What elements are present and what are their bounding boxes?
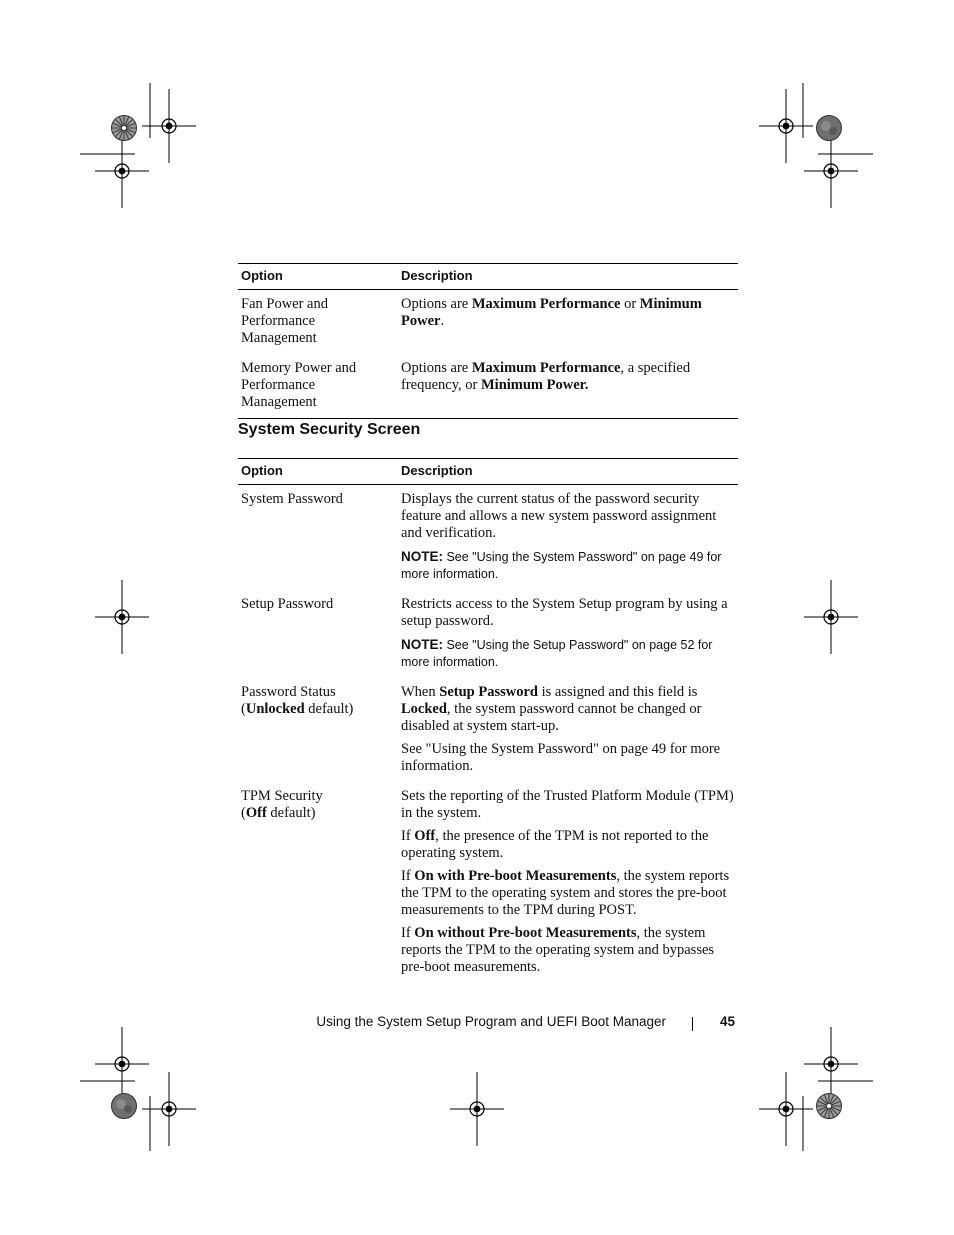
- bold-term: Maximum Performance: [471, 360, 621, 376]
- bold-term: On without Pre-boot Measurements: [414, 925, 637, 941]
- text-run: , the system password cannot be changed or disabled at system start-up.: [401, 701, 702, 734]
- option-cell: [238, 485, 398, 591]
- option-line: Fan Power and: [241, 296, 328, 312]
- option-cell: [238, 290, 398, 355]
- text-run: , the system reports the TPM to the operating system and bypasses pre-boot measurements.: [401, 925, 715, 975]
- description-paragraph: [401, 491, 735, 542]
- option-cell: [238, 678, 398, 782]
- bold-term: Locked: [401, 701, 447, 717]
- column-header-option: Option: [238, 459, 398, 485]
- page-number: 45: [720, 1014, 736, 1029]
- description-paragraph: [401, 788, 735, 822]
- table-row: [238, 485, 738, 591]
- option-cell: [238, 590, 398, 678]
- description-paragraph: [401, 925, 735, 976]
- table-row: [238, 678, 738, 782]
- option-cell: [238, 354, 398, 419]
- option-line: Performance: [241, 313, 316, 329]
- description-paragraph: [401, 741, 735, 775]
- text-run: (: [241, 805, 246, 821]
- text-run: , the presence of the TPM is not reported to the operating system.: [401, 828, 709, 861]
- bold-term: Unlocked: [245, 701, 305, 717]
- description-paragraph: [401, 684, 735, 735]
- text-run: Setup Password: [241, 596, 334, 612]
- power-options-table: [238, 263, 738, 419]
- description-cell: [398, 290, 738, 355]
- table-row: [238, 782, 738, 983]
- bold-term: Off: [245, 805, 267, 821]
- description-paragraph: [401, 296, 735, 330]
- column-header-description: Description: [398, 459, 738, 485]
- bold-term: Minimum Power.: [480, 377, 589, 393]
- bold-term: On with Pre-boot Measurements: [414, 868, 617, 884]
- description-cell: [398, 354, 738, 419]
- bold-term: Minimum Power: [401, 296, 702, 329]
- text-run: TPM Security: [241, 788, 323, 804]
- table-row: [238, 290, 738, 355]
- text-run: Restricts access to the System Setup program by using a setup password.: [401, 596, 728, 629]
- text-run: or: [620, 296, 640, 312]
- text-run: Options are: [401, 360, 472, 376]
- note-label: NOTE:: [401, 549, 443, 564]
- bold-term: Maximum Performance: [471, 296, 621, 312]
- description-cell: [398, 590, 738, 678]
- note: [401, 636, 735, 671]
- text-run: .: [440, 313, 445, 329]
- note: [401, 548, 735, 583]
- text-run: Displays the current status of the password security feature and allows a new system password assignment and verification.: [401, 491, 717, 541]
- description-cell: [398, 485, 738, 591]
- column-header-description: Description: [398, 264, 738, 290]
- text-run: , the system reports the TPM to the operating system and stores the pre-boot measurements to the TPM during POST.: [401, 868, 730, 918]
- text-run: is assigned and this field is: [537, 684, 698, 700]
- option-line: Memory Power and: [241, 360, 357, 376]
- text-run: If: [401, 868, 415, 884]
- note-label: NOTE:: [401, 637, 443, 652]
- text-run: When: [401, 684, 440, 700]
- text-run: (: [241, 701, 246, 717]
- text-run: default): [304, 701, 354, 717]
- option-line: [241, 788, 395, 805]
- option-line: [241, 684, 395, 701]
- table-row: [238, 354, 738, 419]
- description-paragraph: [401, 360, 735, 394]
- description-paragraph: [401, 596, 735, 630]
- security-options-table: [238, 458, 738, 983]
- text-run: Password Status: [241, 684, 336, 700]
- text-run: , a specified frequency, or: [401, 360, 691, 393]
- bold-term: Off: [414, 828, 436, 844]
- footer-divider: [692, 1017, 693, 1031]
- table-row: [238, 590, 738, 678]
- option-line: [241, 596, 395, 613]
- text-run: Sets the reporting of the Trusted Platform Module (TPM) in the system.: [401, 788, 734, 821]
- option-line: [241, 491, 395, 508]
- column-header-option: Option: [238, 264, 398, 290]
- description-cell: [398, 782, 738, 983]
- note-text: See "Using the Setup Password" on page 52 for more information.: [401, 638, 713, 669]
- text-run: Options are: [401, 296, 472, 312]
- bold-term: Setup Password: [439, 684, 538, 700]
- option-line: Management: [241, 394, 317, 410]
- description-cell: [398, 678, 738, 782]
- option-line: [241, 805, 395, 822]
- description-paragraph: [401, 868, 735, 919]
- footer-chapter-title: Using the System Setup Program and UEFI Boot Manager: [316, 1014, 666, 1029]
- option-line: Management: [241, 330, 317, 346]
- text-run: If: [401, 925, 415, 941]
- section-title: System Security Screen: [238, 421, 421, 438]
- text-run: See "Using the System Password" on page 49 for more information.: [401, 741, 721, 774]
- option-line: [241, 701, 395, 718]
- note-text: See "Using the System Password" on page 49 for more information.: [401, 550, 722, 581]
- option-cell: [238, 782, 398, 983]
- description-paragraph: [401, 828, 735, 862]
- text-run: System Password: [241, 491, 343, 507]
- text-run: If: [401, 828, 415, 844]
- text-run: default): [266, 805, 316, 821]
- option-line: Performance: [241, 377, 316, 393]
